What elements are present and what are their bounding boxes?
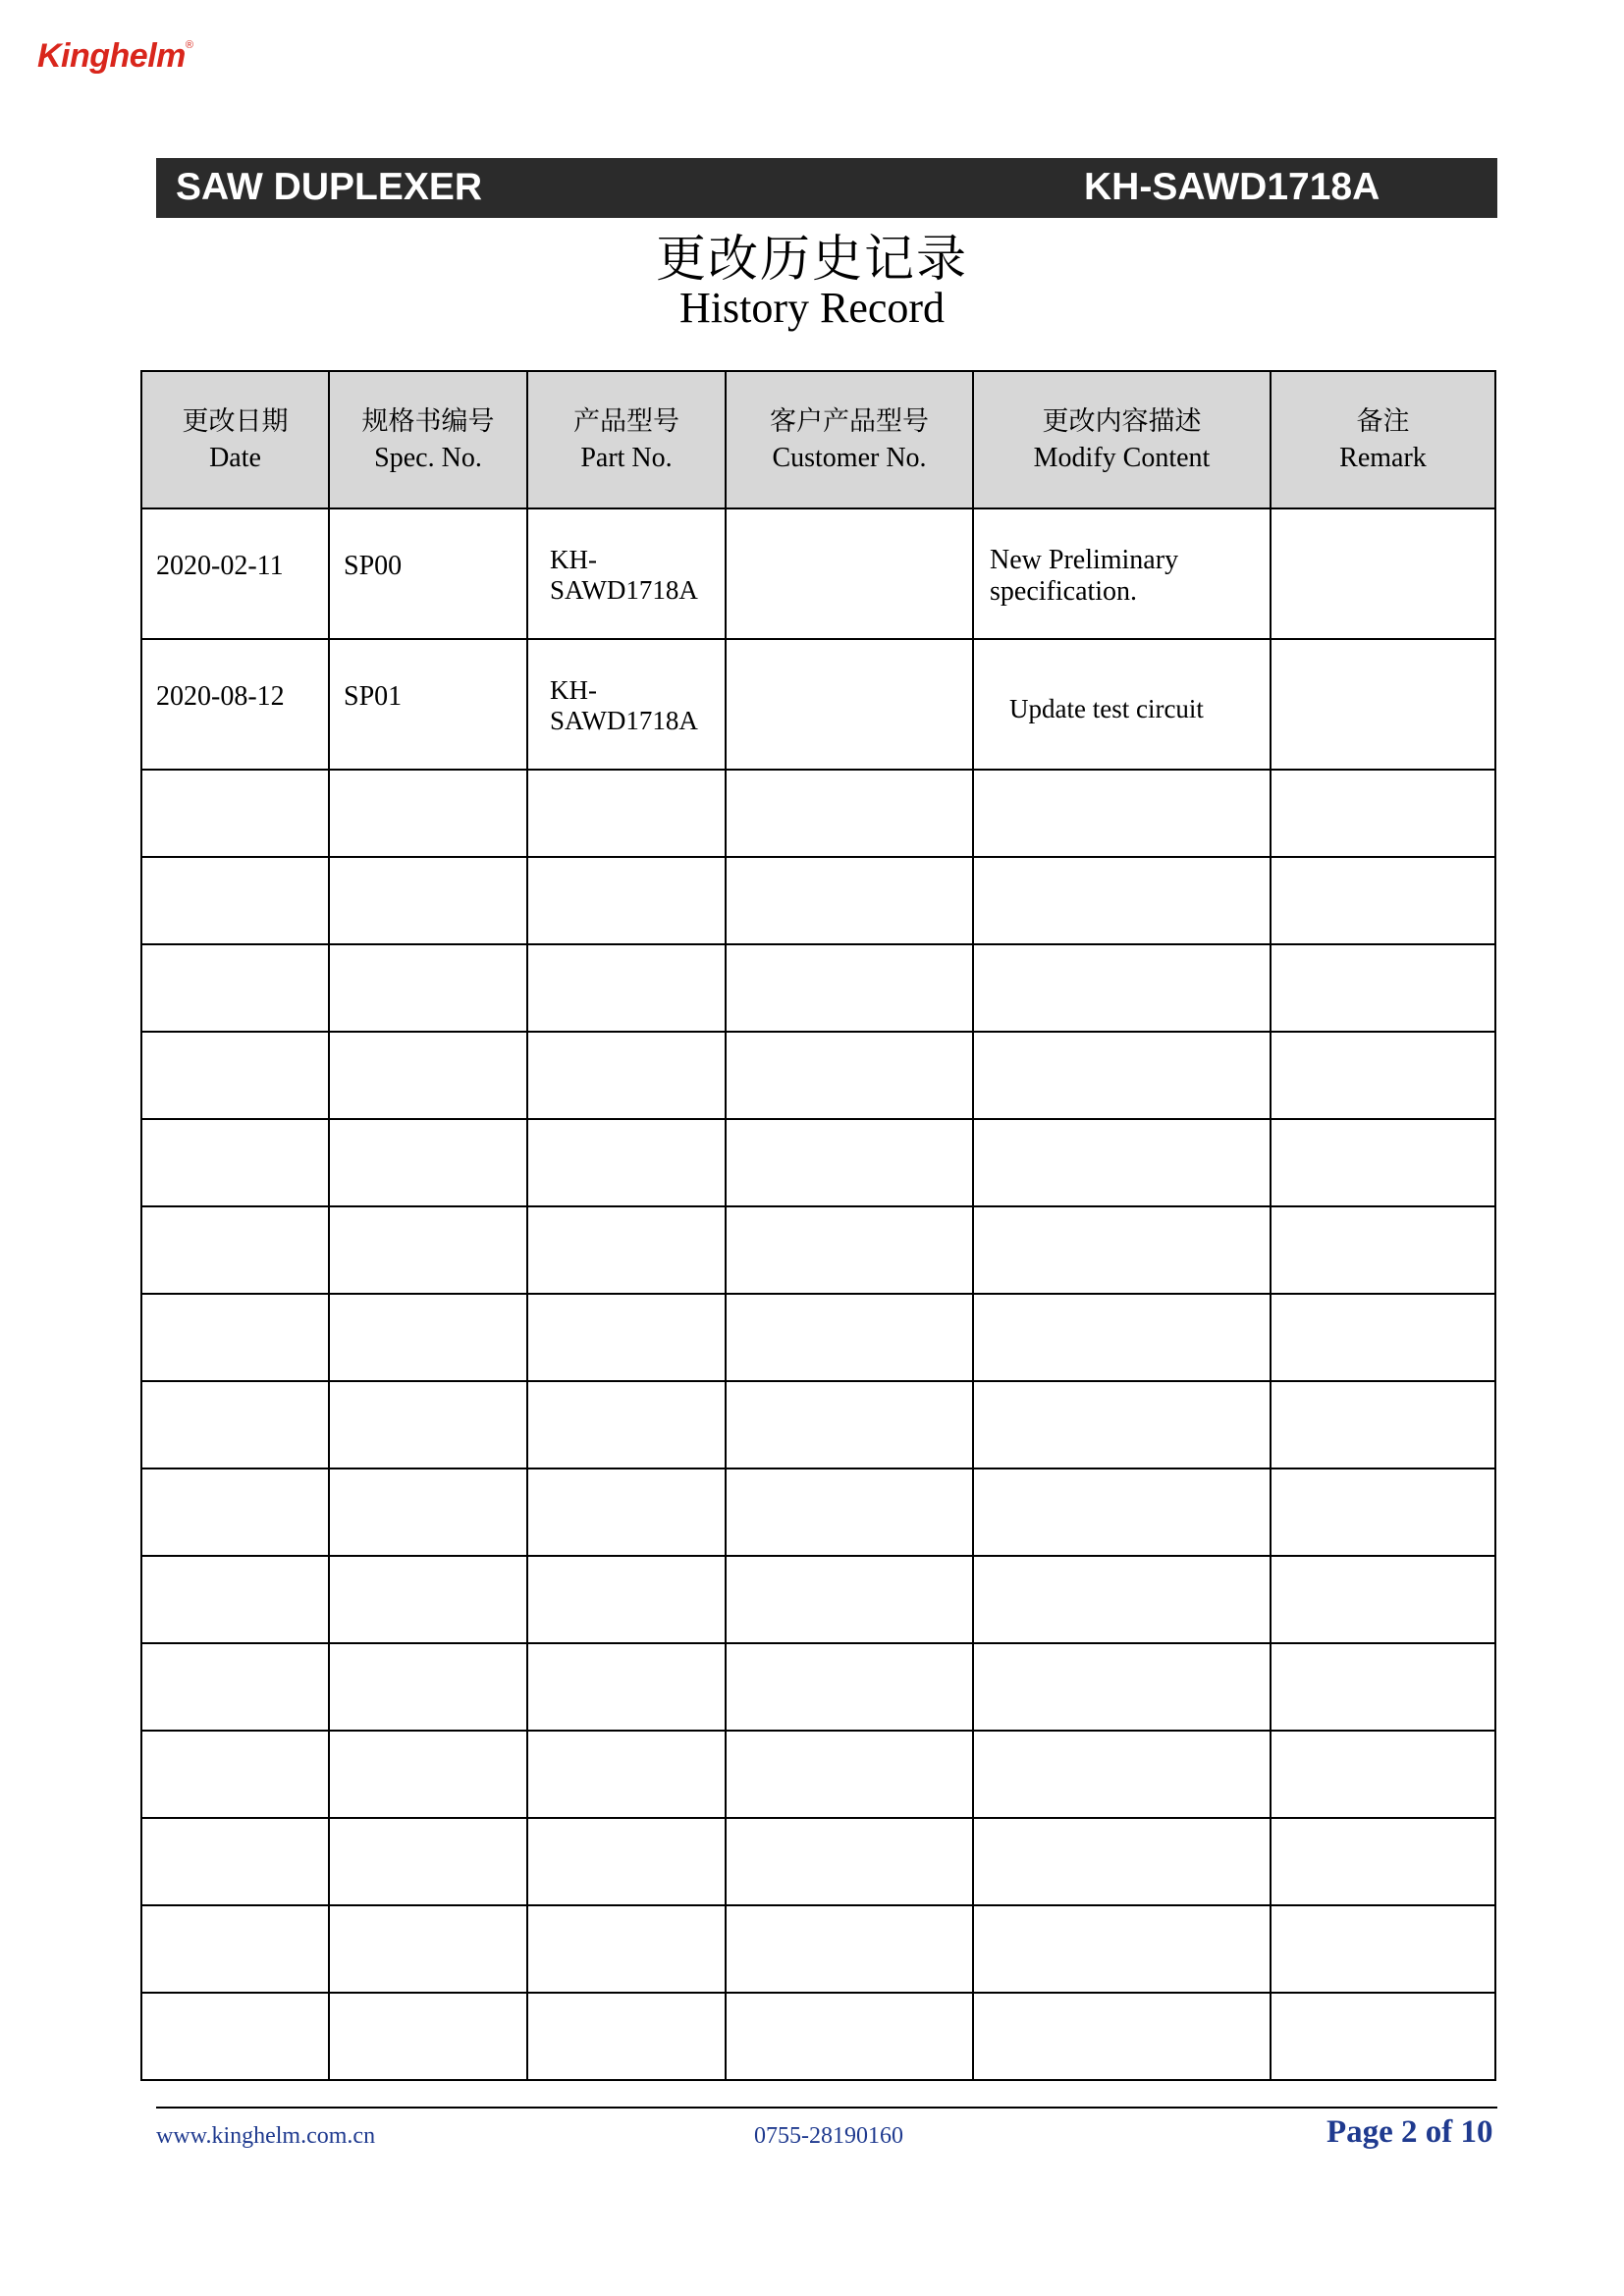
cell-customer [726, 1119, 973, 1206]
cell-spec [329, 1643, 527, 1731]
logo-text: Kinghelm [37, 37, 186, 75]
cell-date [141, 770, 329, 857]
cell-part [527, 1905, 726, 1993]
cell-spec [329, 1993, 527, 2080]
cell-part: KH- SAWD1718A [527, 508, 726, 639]
cell-spec [329, 770, 527, 857]
cell-modify [973, 1643, 1271, 1731]
cell-part: KH- SAWD1718A [527, 639, 726, 770]
cell-date [141, 1818, 329, 1905]
cell-remark [1271, 1381, 1495, 1468]
cell-part [527, 770, 726, 857]
cell-part [527, 1643, 726, 1731]
cell-part [527, 1556, 726, 1643]
cell-part [527, 1993, 726, 2080]
table-row-empty [141, 1731, 1495, 1818]
column-header-modify-content: 更改内容描述 Modify Content [973, 371, 1271, 508]
cell-customer [726, 1468, 973, 1556]
cell-spec [329, 1119, 527, 1206]
cell-customer [726, 1206, 973, 1294]
cell-date [141, 1643, 329, 1731]
table-row-empty [141, 1468, 1495, 1556]
cell-spec [329, 944, 527, 1032]
cell-remark [1271, 1119, 1495, 1206]
column-header-spec-no: 规格书编号 Spec. No. [329, 371, 527, 508]
history-record-table [140, 370, 1496, 2081]
cell-customer [726, 1731, 973, 1818]
cell-modify [973, 1119, 1271, 1206]
cell-spec [329, 1905, 527, 1993]
cell-modify [973, 1993, 1271, 2080]
table-row-empty [141, 1206, 1495, 1294]
registered-mark: ® [185, 39, 193, 51]
cell-customer [726, 1294, 973, 1381]
cell-customer [726, 1818, 973, 1905]
cell-date [141, 944, 329, 1032]
cell-part [527, 1294, 726, 1381]
cell-date [141, 1556, 329, 1643]
cell-remark [1271, 770, 1495, 857]
cell-part [527, 1731, 726, 1818]
table-row-empty [141, 770, 1495, 857]
cell-modify [973, 1032, 1271, 1119]
cell-remark [1271, 1032, 1495, 1119]
cell-date [141, 1119, 329, 1206]
cell-remark [1271, 1556, 1495, 1643]
table-row-empty [141, 1993, 1495, 2080]
cell-modify [973, 1818, 1271, 1905]
cell-date [141, 1206, 329, 1294]
cell-customer [726, 508, 973, 639]
cell-customer [726, 944, 973, 1032]
cell-part [527, 944, 726, 1032]
cell-spec [329, 1206, 527, 1294]
cell-remark [1271, 1206, 1495, 1294]
cell-part [527, 1032, 726, 1119]
cell-part [527, 1468, 726, 1556]
footer-phone: 0755-28190160 [754, 2123, 903, 2149]
cell-spec [329, 1032, 527, 1119]
cell-customer [726, 1032, 973, 1119]
cell-date: 2020-08-12 [141, 639, 329, 770]
column-header-part-no: 产品型号 Part No. [527, 371, 726, 508]
cell-date [141, 857, 329, 944]
cell-spec [329, 1381, 527, 1468]
table-row [141, 508, 1495, 639]
footer-divider [156, 2107, 1497, 2109]
cell-remark [1271, 1643, 1495, 1731]
kinghelm-logo [37, 37, 193, 76]
cell-spec: SP01 [329, 639, 527, 770]
cell-spec [329, 857, 527, 944]
cell-modify [973, 1556, 1271, 1643]
cell-date [141, 1731, 329, 1818]
page-title-chinese: 更改历史记录 [655, 231, 968, 289]
cell-date [141, 1905, 329, 1993]
cell-date: 2020-02-11 [141, 508, 329, 639]
table-row-empty [141, 1381, 1495, 1468]
table-header-row [141, 371, 1495, 508]
cell-part [527, 1381, 726, 1468]
cell-modify [973, 1468, 1271, 1556]
cell-date [141, 1468, 329, 1556]
cell-modify [973, 1381, 1271, 1468]
cell-modify: New Preliminary specification. [973, 508, 1271, 639]
cell-date [141, 1993, 329, 2080]
page-number: Page 2 of 10 [1326, 2114, 1493, 2150]
cell-remark [1271, 1294, 1495, 1381]
cell-spec [329, 1556, 527, 1643]
cell-date [141, 1381, 329, 1468]
table-row-empty [141, 944, 1495, 1032]
cell-remark [1271, 639, 1495, 770]
cell-date [141, 1032, 329, 1119]
cell-modify [973, 1206, 1271, 1294]
table-row-empty [141, 1818, 1495, 1905]
cell-customer [726, 1643, 973, 1731]
cell-part [527, 1119, 726, 1206]
cell-part [527, 1818, 726, 1905]
header-band [156, 158, 1497, 218]
cell-remark [1271, 1731, 1495, 1818]
cell-customer [726, 857, 973, 944]
table-row-empty [141, 1294, 1495, 1381]
footer-website: www.kinghelm.com.cn [156, 2123, 376, 2149]
cell-remark [1271, 508, 1495, 639]
cell-remark [1271, 1993, 1495, 2080]
empty-rows [141, 770, 1495, 2080]
cell-modify [973, 857, 1271, 944]
cell-modify [973, 770, 1271, 857]
cell-customer [726, 1905, 973, 1993]
cell-remark [1271, 857, 1495, 944]
page-title-english: History Record [678, 284, 946, 332]
cell-customer [726, 1993, 973, 2080]
table-row [141, 639, 1495, 770]
column-header-customer-no: 客户产品型号 Customer No. [726, 371, 973, 508]
column-header-remark: 备注 Remark [1271, 371, 1495, 508]
product-type: SAW DUPLEXER [176, 166, 483, 208]
cell-modify [973, 1731, 1271, 1818]
cell-customer [726, 1556, 973, 1643]
cell-remark [1271, 1468, 1495, 1556]
table-row-empty [141, 1032, 1495, 1119]
cell-customer [726, 1381, 973, 1468]
cell-customer [726, 770, 973, 857]
table-row-empty [141, 1119, 1495, 1206]
table-row-empty [141, 1643, 1495, 1731]
cell-spec: SP00 [329, 508, 527, 639]
cell-spec [329, 1818, 527, 1905]
cell-spec [329, 1294, 527, 1381]
cell-part [527, 857, 726, 944]
cell-modify: Update test circuit [973, 639, 1271, 770]
column-header-date: 更改日期 Date [141, 371, 329, 508]
table-row-empty [141, 1905, 1495, 1993]
table-row-empty [141, 1556, 1495, 1643]
cell-remark [1271, 1905, 1495, 1993]
cell-spec [329, 1731, 527, 1818]
cell-remark [1271, 944, 1495, 1032]
header-part-number: KH-SAWD1718A [1084, 166, 1380, 208]
cell-modify [973, 1294, 1271, 1381]
cell-part [527, 1206, 726, 1294]
cell-modify [973, 944, 1271, 1032]
cell-remark [1271, 1818, 1495, 1905]
cell-date [141, 1294, 329, 1381]
table-row-empty [141, 857, 1495, 944]
cell-modify [973, 1905, 1271, 1993]
cell-customer [726, 639, 973, 770]
cell-spec [329, 1468, 527, 1556]
